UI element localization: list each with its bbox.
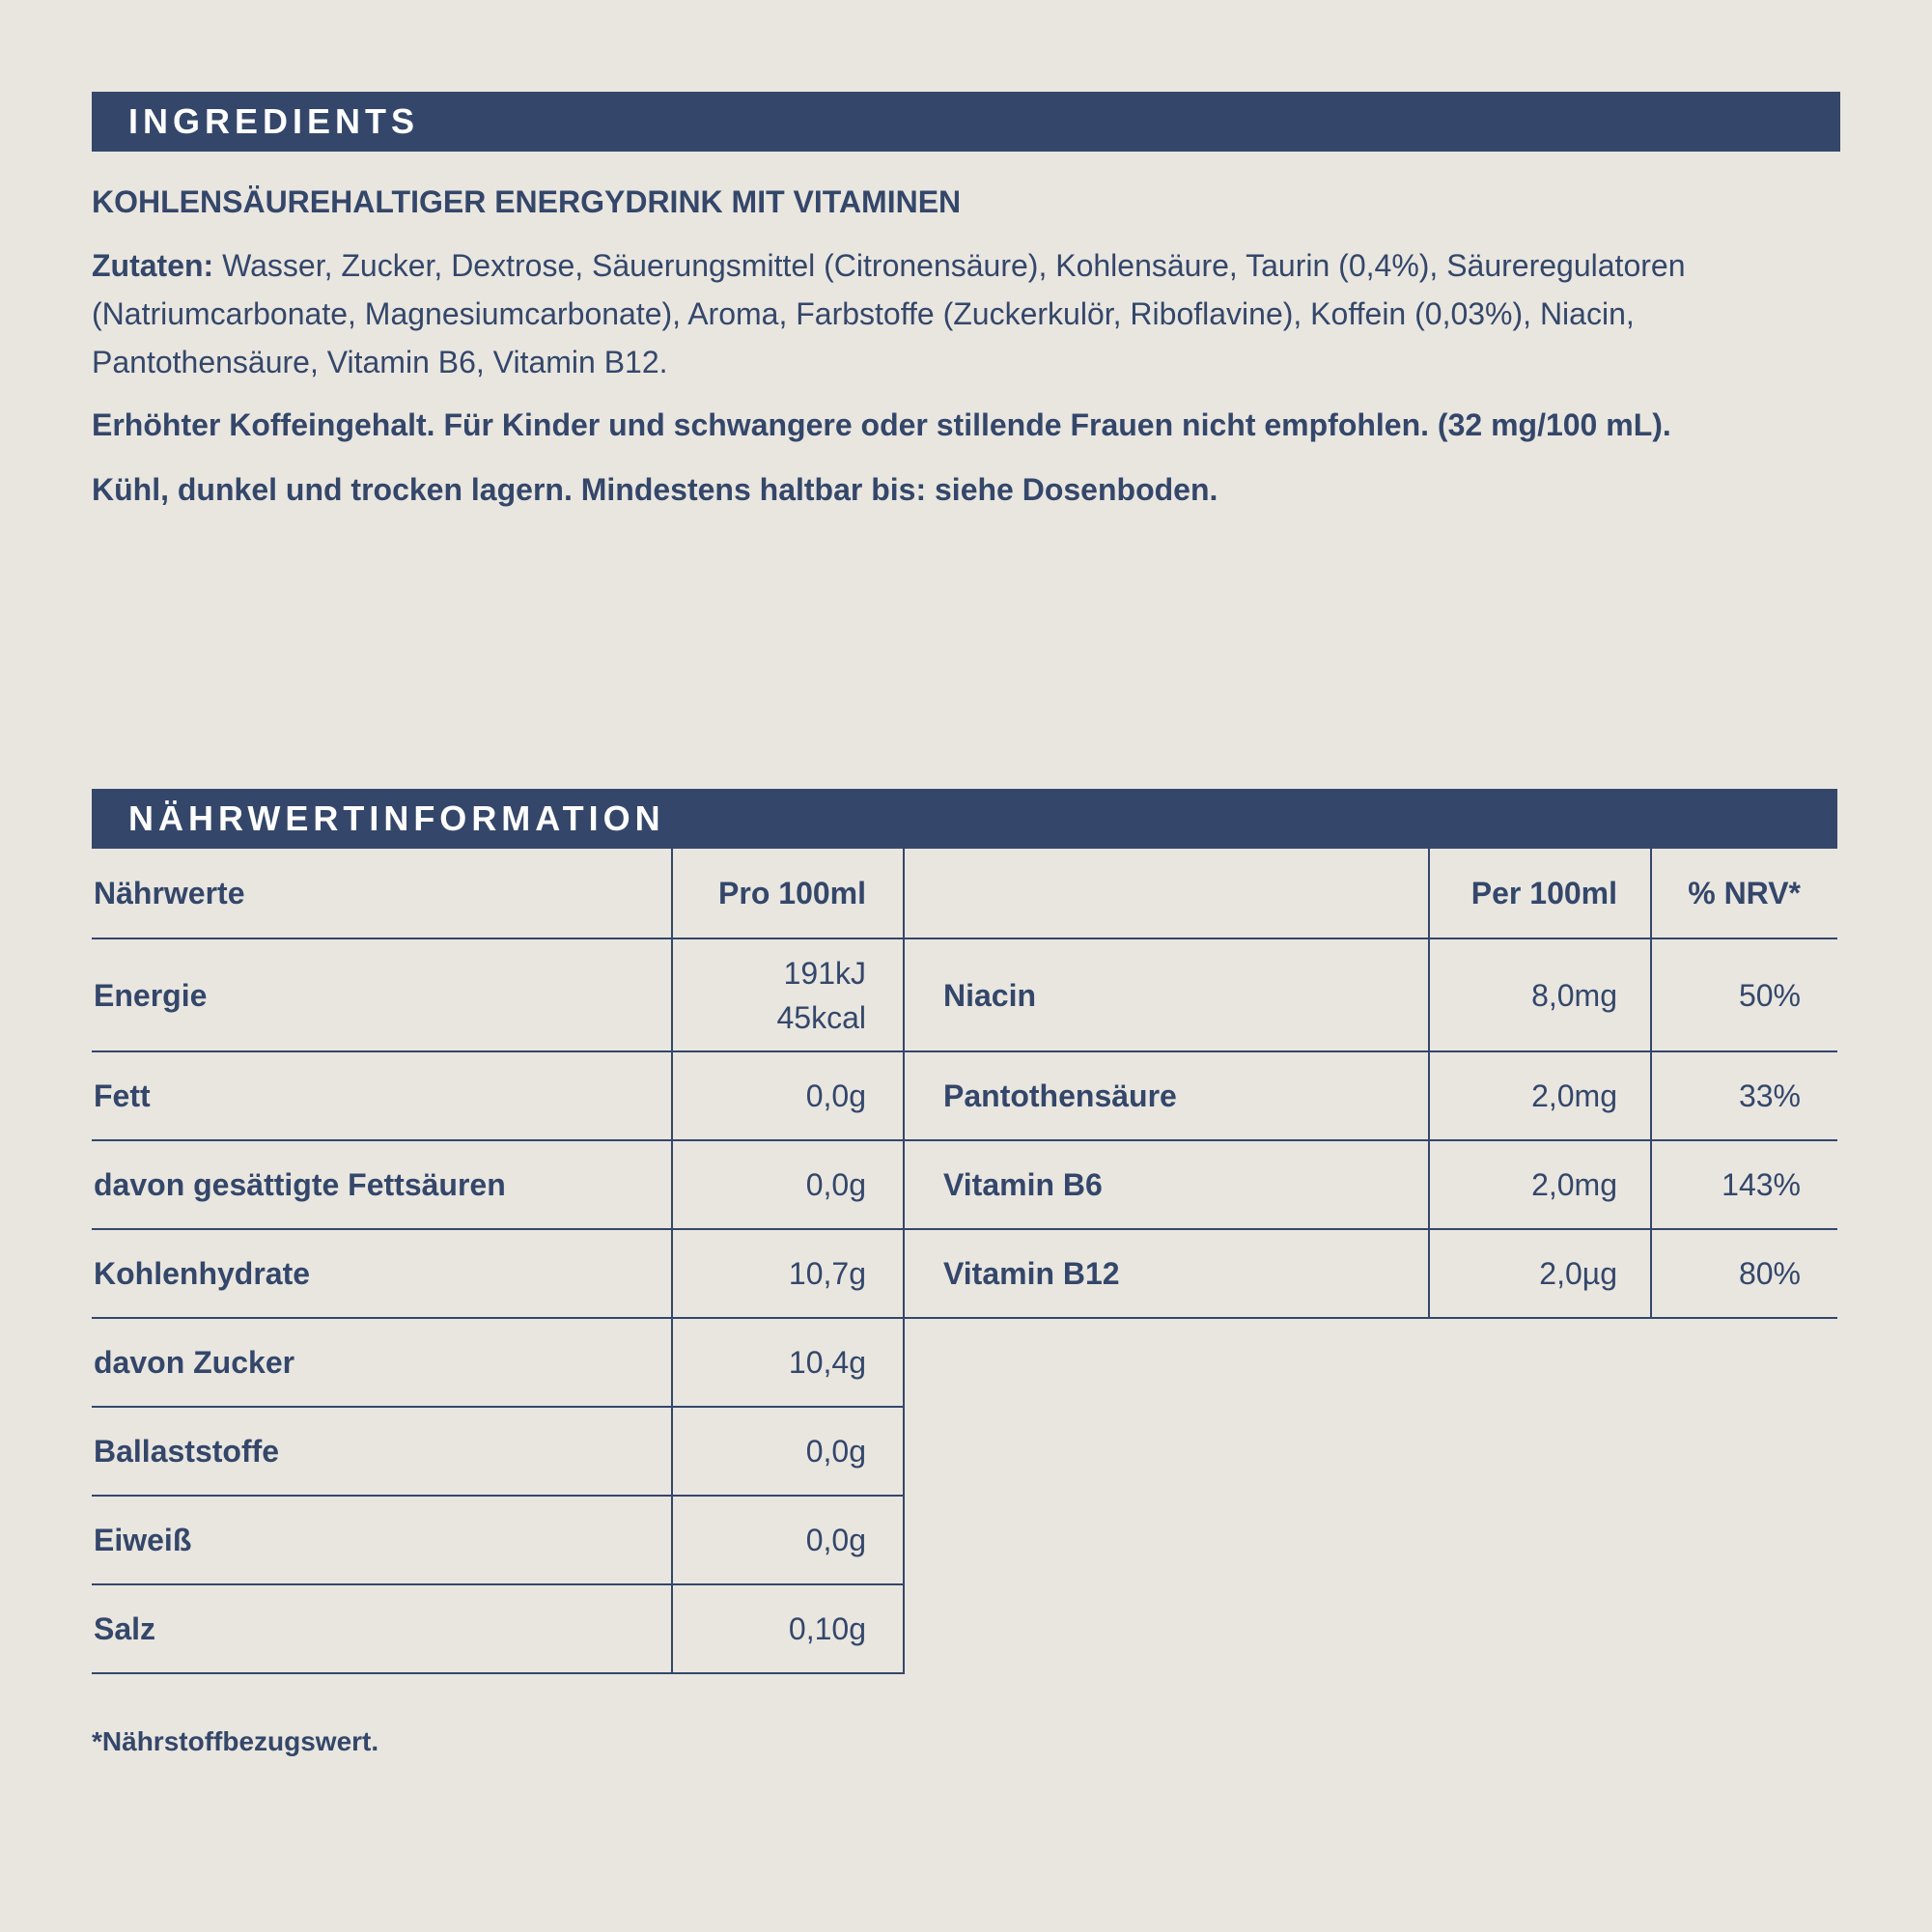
ingredients-label: Zutaten: bbox=[92, 248, 214, 283]
vitamin-name: Pantothensäure bbox=[905, 1051, 1429, 1140]
nutrient-name: Fett bbox=[92, 1051, 672, 1140]
nutrient-value bbox=[672, 938, 904, 1051]
column-header-nutrient: Nährwerte bbox=[92, 849, 672, 938]
column-header-nrv: % NRV* bbox=[1651, 849, 1837, 938]
product-subtitle: KOHLENSÄUREHALTIGER ENERGYDRINK MIT VITAMINEN bbox=[92, 184, 962, 219]
table-row bbox=[905, 1140, 1837, 1229]
nutrition-header: NÄHRWERTINFORMATION bbox=[92, 789, 1837, 849]
vitamin-table bbox=[905, 849, 1837, 1319]
nutrient-value: 0,0g bbox=[672, 1051, 904, 1140]
table-row bbox=[905, 938, 1837, 1051]
table-row bbox=[92, 938, 904, 1051]
nutrient-value: 0,10g bbox=[672, 1584, 904, 1673]
table-row bbox=[92, 1140, 904, 1229]
nutrient-name: davon Zucker bbox=[92, 1318, 672, 1407]
vitamin-name: Niacin bbox=[905, 938, 1429, 1051]
table-header-row bbox=[92, 849, 904, 938]
nutrient-name: Energie bbox=[92, 938, 672, 1051]
column-header-vitamin bbox=[905, 849, 1429, 938]
nutrient-name: davon gesättigte Fettsäuren bbox=[92, 1140, 672, 1229]
nutrient-value: 0,0g bbox=[672, 1140, 904, 1229]
table-header-row bbox=[905, 849, 1837, 938]
nutrient-value: 0,0g bbox=[672, 1496, 904, 1584]
table-row bbox=[905, 1051, 1837, 1140]
nutrient-name: Salz bbox=[92, 1584, 672, 1673]
vitamin-name: Vitamin B6 bbox=[905, 1140, 1429, 1229]
column-header-per-100ml: Per 100ml bbox=[1429, 849, 1651, 938]
vitamin-nrv: 33% bbox=[1651, 1051, 1837, 1140]
caffeine-warning: Erhöhter Koffeingehalt. Für Kinder und schwangere oder stillende Frauen nicht empfohlen. (32 mg/100 mL). bbox=[92, 407, 1671, 442]
vitamin-value: 2,0mg bbox=[1429, 1051, 1651, 1140]
ingredients-text bbox=[92, 241, 1830, 386]
nutrient-name: Kohlenhydrate bbox=[92, 1229, 672, 1318]
vitamin-value: 8,0mg bbox=[1429, 938, 1651, 1051]
table-row bbox=[92, 1051, 904, 1140]
table-row bbox=[92, 1229, 904, 1318]
nutrition-table bbox=[92, 849, 905, 1674]
table-row bbox=[92, 1584, 904, 1673]
energy-kj: 191kJ bbox=[783, 955, 866, 991]
ingredients-list: Wasser, Zucker, Dextrose, Säuerungsmittel (Citronensäure), Kohlensäure, Taurin (0,4%), Säureregulatoren (Natriumcarbonate, Magnesiumcarbonate), Aroma, Farbstoffe (Zuckerkulör, Riboflavine), Koffein (0,03%), Niacin, Pantothensäure, Vitamin B6, Vitamin B12. bbox=[92, 248, 1686, 379]
table-row bbox=[905, 1229, 1837, 1318]
vitamin-nrv: 50% bbox=[1651, 938, 1837, 1051]
vitamin-nrv: 80% bbox=[1651, 1229, 1837, 1318]
nutrient-value: 0,0g bbox=[672, 1407, 904, 1496]
vitamin-value: 2,0mg bbox=[1429, 1140, 1651, 1229]
table-row bbox=[92, 1407, 904, 1496]
vitamin-name: Vitamin B12 bbox=[905, 1229, 1429, 1318]
table-row bbox=[92, 1318, 904, 1407]
nutrient-value: 10,7g bbox=[672, 1229, 904, 1318]
storage-note: Kühl, dunkel und trocken lagern. Mindestens haltbar bis: siehe Dosenboden. bbox=[92, 472, 1218, 507]
nutrient-value: 10,4g bbox=[672, 1318, 904, 1407]
ingredients-header: INGREDIENTS bbox=[92, 92, 1840, 152]
nutrient-name: Eiweiß bbox=[92, 1496, 672, 1584]
table-row bbox=[92, 1496, 904, 1584]
column-header-per-100ml: Pro 100ml bbox=[672, 849, 904, 938]
vitamin-value: 2,0µg bbox=[1429, 1229, 1651, 1318]
nrv-footnote: *Nährstoffbezugswert. bbox=[92, 1726, 379, 1756]
vitamin-nrv: 143% bbox=[1651, 1140, 1837, 1229]
energy-kcal: 45kcal bbox=[776, 999, 866, 1035]
nutrient-name: Ballaststoffe bbox=[92, 1407, 672, 1496]
